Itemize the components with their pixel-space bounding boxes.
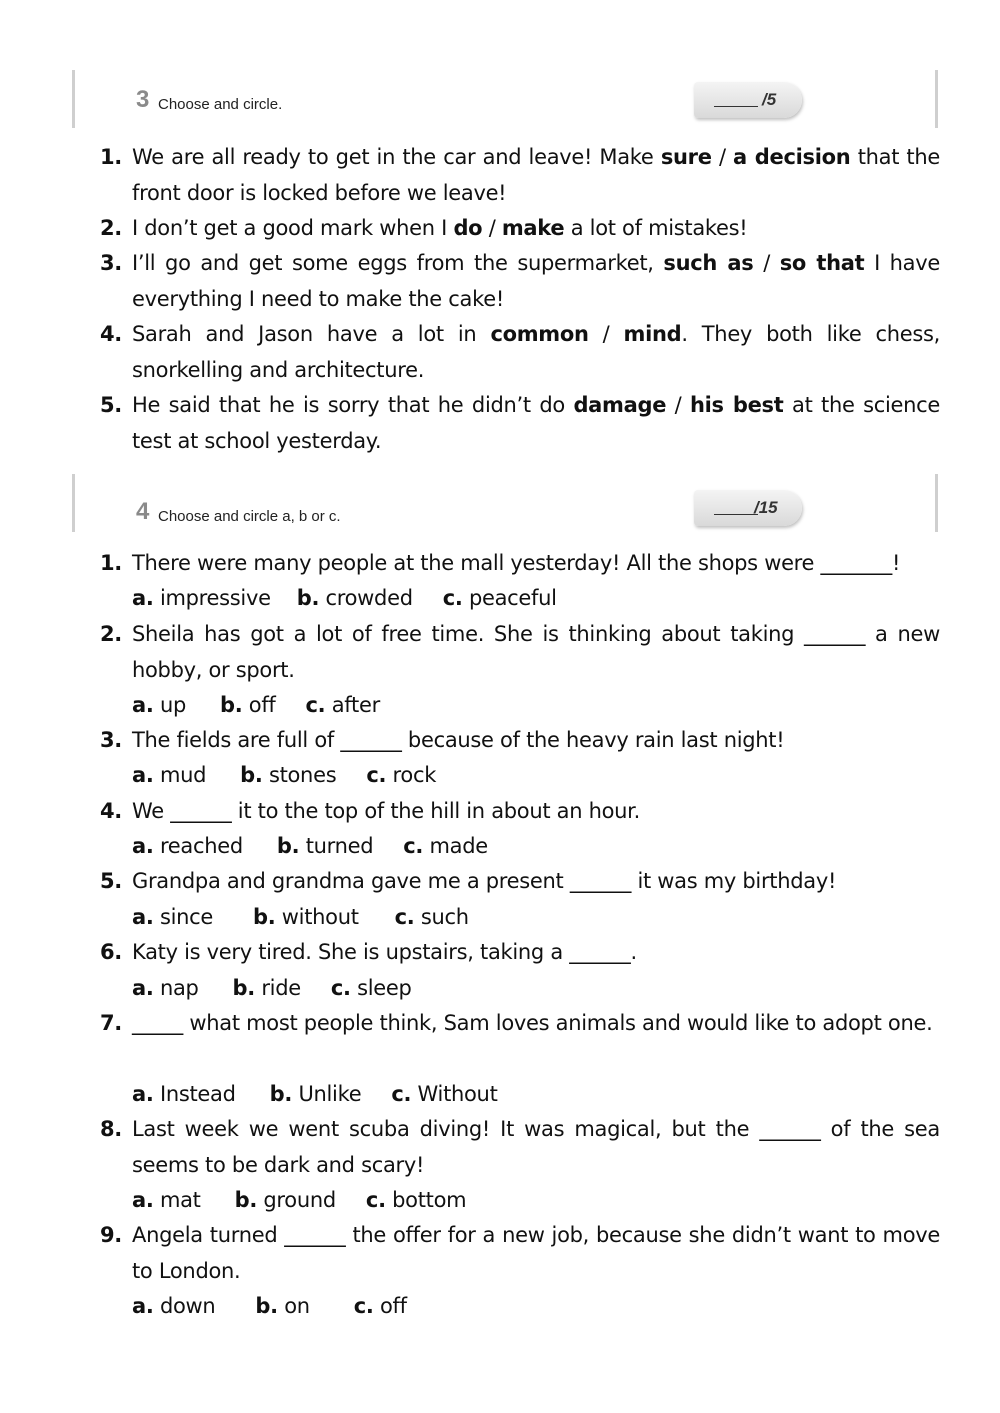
section-number: 4: [136, 498, 150, 525]
option-letter: a.: [132, 693, 154, 717]
option-letter: c.: [442, 586, 463, 610]
divider: [935, 474, 938, 532]
option-text: rock: [386, 763, 437, 787]
answer-option[interactable]: [277, 829, 373, 865]
answer-option[interactable]: [132, 1183, 201, 1219]
question-fragment: /: [753, 251, 780, 275]
answer-option[interactable]: [132, 971, 199, 1007]
answer-choice[interactable]: sure: [660, 145, 712, 169]
option-text: reached: [153, 834, 243, 858]
option-letter: a.: [132, 976, 154, 1000]
option-text: such: [414, 905, 469, 929]
answer-option[interactable]: [132, 688, 186, 724]
question-number: 3.: [100, 251, 122, 275]
answer-options: [132, 1289, 407, 1325]
divider: [72, 474, 75, 532]
option-letter: b.: [296, 586, 320, 610]
question-fragment: We are all ready to get in the car and leave! Make: [132, 145, 661, 169]
answer-option[interactable]: [132, 758, 206, 794]
option-text: since: [153, 905, 213, 929]
score-blank: [714, 514, 758, 515]
question-fragment: that the front door is locked before we leave!: [132, 145, 940, 205]
option-text: Unlike: [292, 1082, 362, 1106]
question-item: [100, 617, 940, 688]
option-text: ground: [257, 1188, 336, 1212]
question-item: [100, 140, 940, 211]
option-letter: c.: [353, 1294, 374, 1318]
answer-option[interactable]: [235, 1183, 336, 1219]
question-fragment: at the science test at school yesterday.: [132, 393, 941, 453]
question-item: [100, 317, 940, 388]
answer-option[interactable]: [132, 1289, 215, 1325]
question-text: Last week we went scuba diving! It was magical, but the ______ of the sea seems to be dark and scary!: [132, 1117, 940, 1177]
question-item: [100, 1218, 940, 1289]
section-3-header: [72, 70, 938, 128]
answer-option[interactable]: [403, 829, 488, 865]
option-text: stones: [262, 763, 337, 787]
question-number: 2.: [100, 622, 122, 646]
question-text: Angela turned ______ the offer for a new job, because she didn’t want to move to London.: [132, 1223, 940, 1283]
option-letter: c.: [330, 976, 351, 1000]
question-number: 2.: [100, 216, 122, 240]
score-box: [694, 490, 802, 526]
question-text: The fields are full of ______ because of the heavy rain last night!: [132, 728, 785, 752]
option-text: after: [325, 693, 380, 717]
answer-options: [132, 971, 412, 1007]
score-total: /5: [762, 90, 777, 109]
option-letter: a.: [132, 1294, 154, 1318]
question-text: Grandpa and grandma gave me a present ______ it was my birthday!: [132, 869, 837, 893]
option-letter: b.: [253, 905, 276, 929]
answer-choice[interactable]: a decision: [733, 145, 851, 169]
question-fragment: I’ll go and get some eggs from the supermarket,: [132, 251, 664, 275]
option-text: impressive: [153, 586, 271, 610]
option-letter: a.: [132, 834, 154, 858]
option-letter: b.: [240, 763, 263, 787]
option-letter: b.: [232, 976, 255, 1000]
option-letter: b.: [255, 1294, 278, 1318]
question-number: 3.: [100, 728, 122, 752]
answer-choice[interactable]: such as: [663, 251, 754, 275]
option-letter: c.: [391, 1082, 412, 1106]
option-text: made: [423, 834, 488, 858]
question-item: [100, 794, 940, 830]
question-text: [132, 246, 940, 317]
answer-option[interactable]: [306, 688, 380, 724]
answer-choice[interactable]: common: [490, 322, 589, 346]
question-item: [100, 246, 940, 317]
answer-option[interactable]: [297, 581, 413, 617]
answer-option[interactable]: [253, 900, 359, 936]
option-text: nap: [153, 976, 199, 1000]
option-text: off: [242, 693, 276, 717]
answer-options: [132, 829, 488, 865]
answer-option[interactable]: [331, 971, 412, 1007]
question-text: Katy is very tired. She is upstairs, taking a ______.: [132, 940, 637, 964]
answer-option[interactable]: [270, 1077, 362, 1113]
answer-option[interactable]: [255, 1289, 309, 1325]
score-blank: [714, 106, 758, 107]
option-text: Without: [411, 1082, 498, 1106]
question-text: We ______ it to the top of the hill in about an hour.: [132, 799, 640, 823]
answer-option[interactable]: [366, 1183, 466, 1219]
question-text: There were many people at the mall yesterday! All the shops were _______!: [132, 551, 901, 575]
question-text: [132, 211, 940, 247]
answer-choice[interactable]: his best: [689, 393, 784, 417]
answer-options: [132, 758, 436, 794]
option-text: off: [373, 1294, 407, 1318]
option-text: ride: [254, 976, 301, 1000]
section-number: 3: [136, 86, 150, 113]
answer-option[interactable]: [233, 971, 301, 1007]
option-letter: b.: [219, 693, 243, 717]
answer-option[interactable]: [366, 758, 436, 794]
answer-option[interactable]: [395, 900, 469, 936]
divider: [72, 70, 75, 128]
option-text: up: [153, 693, 186, 717]
question-number: 7.: [100, 1011, 122, 1035]
question-fragment: . They both like chess, snorkelling and architecture.: [132, 322, 940, 382]
question-number: 5.: [100, 869, 122, 893]
question-fragment: /: [711, 145, 734, 169]
answer-options: [132, 688, 380, 724]
question-text: Sheila has got a lot of free time. She is thinking about taking ______ a new hobby, or sport.: [132, 622, 940, 682]
option-letter: c.: [365, 1188, 386, 1212]
option-text: sleep: [350, 976, 412, 1000]
answer-options: [132, 1183, 466, 1219]
answer-options: [132, 900, 469, 936]
option-text: turned: [299, 834, 374, 858]
question-item: [100, 211, 940, 247]
option-text: bottom: [385, 1188, 467, 1212]
question-item: [100, 388, 940, 459]
question-fragment: He said that he is sorry that he didn’t do: [132, 393, 574, 417]
section-4-header: [72, 474, 938, 532]
option-letter: a.: [132, 1082, 154, 1106]
answer-choice[interactable]: damage: [573, 393, 667, 417]
option-text: mat: [153, 1188, 201, 1212]
option-text: without: [275, 905, 359, 929]
question-number: 5.: [100, 393, 122, 417]
question-text: [132, 388, 940, 459]
option-letter: a.: [132, 586, 154, 610]
score-box: [694, 82, 802, 118]
option-letter: b.: [234, 1188, 258, 1212]
question-number: 9.: [100, 1223, 122, 1247]
answer-option[interactable]: [443, 581, 557, 617]
option-letter: a.: [132, 905, 154, 929]
section-instruction: Choose and circle a, b or c.: [158, 508, 341, 525]
option-text: crowded: [319, 586, 413, 610]
question-fragment: a lot of mistakes!: [564, 216, 748, 240]
question-item: [100, 935, 940, 971]
question-item: [100, 1006, 940, 1042]
question-fragment: /: [482, 216, 502, 240]
answer-choice[interactable]: make: [501, 216, 565, 240]
option-letter: a.: [132, 1188, 154, 1212]
question-fragment: I have everything I need to make the cake!: [132, 251, 941, 311]
answer-option[interactable]: [132, 829, 243, 865]
question-fragment: I don’t get a good mark when I: [132, 216, 454, 240]
option-letter: c.: [394, 905, 415, 929]
answer-options: [132, 1077, 498, 1113]
answer-choice[interactable]: mind: [623, 322, 682, 346]
option-letter: c.: [403, 834, 424, 858]
option-letter: b.: [269, 1082, 293, 1106]
question-number: 4.: [100, 799, 122, 823]
question-item: [100, 546, 940, 582]
option-text: peaceful: [462, 586, 557, 610]
question-number: 6.: [100, 940, 122, 964]
question-number: 8.: [100, 1117, 122, 1141]
question-text: _____ what most people think, Sam loves animals and would like to adopt one.: [132, 1011, 933, 1035]
section-instruction: Choose and circle.: [158, 96, 283, 113]
question-fragment: Sarah and Jason have a lot in: [132, 322, 491, 346]
question-item: [100, 723, 940, 759]
answer-choice[interactable]: do: [453, 216, 483, 240]
option-letter: a.: [132, 763, 154, 787]
question-number: 1.: [100, 551, 122, 575]
answer-option[interactable]: [391, 1077, 497, 1113]
answer-option[interactable]: [132, 1077, 236, 1113]
divider: [935, 70, 938, 128]
option-text: Instead: [153, 1082, 236, 1106]
question-item: [100, 864, 940, 900]
answer-option[interactable]: [220, 688, 276, 724]
answer-options: [132, 581, 557, 617]
answer-option[interactable]: [132, 581, 271, 617]
answer-option[interactable]: [354, 1289, 407, 1325]
option-text: mud: [153, 763, 207, 787]
question-fragment: /: [666, 393, 690, 417]
score-total: /15: [754, 498, 778, 517]
question-fragment: /: [588, 322, 624, 346]
answer-choice[interactable]: so that: [779, 251, 865, 275]
question-item: [100, 1112, 940, 1183]
question-number: 4.: [100, 322, 122, 346]
option-text: on: [277, 1294, 310, 1318]
option-letter: c.: [366, 763, 387, 787]
answer-option[interactable]: [132, 900, 213, 936]
option-text: down: [153, 1294, 216, 1318]
option-letter: c.: [305, 693, 326, 717]
answer-option[interactable]: [240, 758, 336, 794]
question-text: [132, 140, 940, 211]
option-letter: b.: [276, 834, 300, 858]
question-number: 1.: [100, 145, 122, 169]
question-text: [132, 317, 940, 388]
